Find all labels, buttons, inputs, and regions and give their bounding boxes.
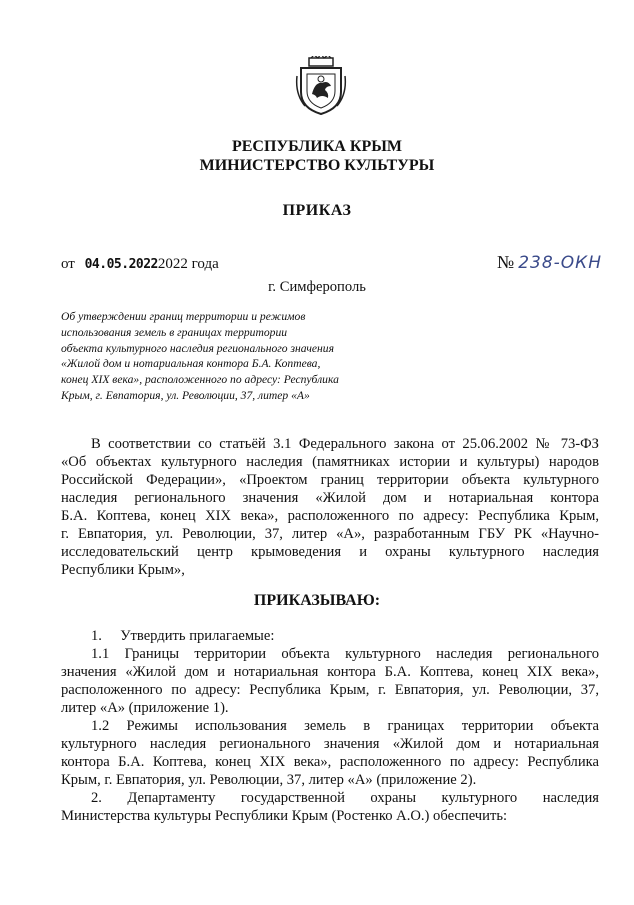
preamble-line: наследия регионального значения «Жилой дом и нотариальная контора: [61, 490, 599, 506]
item-1-1-line: литер «А» (приложение 1).: [61, 700, 229, 716]
header-ministry: МИНИСТЕРСТВО КУЛЬТУРЫ: [199, 157, 435, 174]
date-line: [61, 256, 219, 273]
document-number: [497, 252, 602, 273]
stamped-date: 04.05.2022: [84, 257, 158, 272]
item-1-2-line: контора Б.А. Коптева, конец XIX века», расположенного по адресу: Республика: [61, 754, 599, 770]
item-1: 1. Утвердить прилагаемые:: [91, 628, 275, 644]
handwritten-number: 238-ОКН: [518, 253, 603, 273]
subject-line: Крым, г. Евпатория, ул. Революции, 37, литер «А»: [61, 388, 310, 402]
preamble-line: Республики Крым»,: [61, 562, 185, 578]
item-2-line: Министерства культуры Республики Крым (Ростенко А.О.) обеспечить:: [61, 808, 508, 824]
preamble-line: Российской Федерации», «Проектом границ территории объекта культурного: [61, 472, 599, 488]
subject-line: Об утверждении границ территории и режимов: [61, 310, 306, 323]
preamble-line: «Об объектах культурного наследия (памятниках истории и культуры) народов: [61, 454, 599, 470]
date-prefix: от: [61, 256, 75, 272]
subject-line: «Жилой дом и нотариальная контора Б.А. Коптева,: [61, 357, 321, 371]
item-1-2-line: культурного наследия регионального значения «Жилой дом и нотариальная: [61, 736, 599, 752]
document-title: ПРИКАЗ: [282, 202, 352, 219]
date-suffix: 2022 года: [157, 256, 219, 272]
subject-line: объекта культурного наследия регионального значения: [61, 341, 334, 355]
order-subject: [61, 309, 361, 404]
header-region: РЕСПУБЛИКА КРЫМ: [231, 138, 403, 155]
item-1-2-line: Крым, г. Евпатория, ул. Революции, 37, литер «А» (приложение 2).: [61, 772, 477, 788]
item-1-1-line: 1.1 Границы территории объекта культурного наследия регионального: [91, 646, 599, 662]
preamble-line: исследовательский центр крымоведения и охраны культурного наследия: [61, 544, 599, 560]
item-2-line: 2. Департаменту государственной охраны культурного наследия: [91, 790, 599, 806]
city: г. Симферополь: [268, 279, 366, 295]
order-heading: ПРИКАЗЫВАЮ:: [253, 592, 381, 609]
item-1-2-line: 1.2 Режимы использования земель в границах территории объекта: [91, 718, 599, 734]
number-prefix: №: [497, 252, 515, 272]
crimea-coat-of-arms-icon: [295, 56, 347, 116]
preamble-line: Б.А. Коптева, конец XIX века», расположенного по адресу: Республика Крым,: [61, 508, 599, 524]
item-1-1-line: значения «Жилой дом и нотариальная контора Б.А. Коптева, конец XIX века»,: [61, 664, 599, 680]
subject-line: конец XIX века», расположенного по адресу: Республика: [61, 373, 339, 387]
preamble-line: В соответствии со статьёй 3.1 Федерального закона от 25.06.2002 № 73-ФЗ: [91, 436, 599, 452]
subject-line: использования земель в границах территории: [61, 325, 288, 339]
preamble-line: г. Евпатория, ул. Революции, 37, литер «А», разработанным ГБУ РК «Научно-: [61, 526, 599, 542]
item-1-1-line: расположенного по адресу: Республика Крым, г. Евпатория, ул. Революции, 37,: [61, 682, 599, 698]
